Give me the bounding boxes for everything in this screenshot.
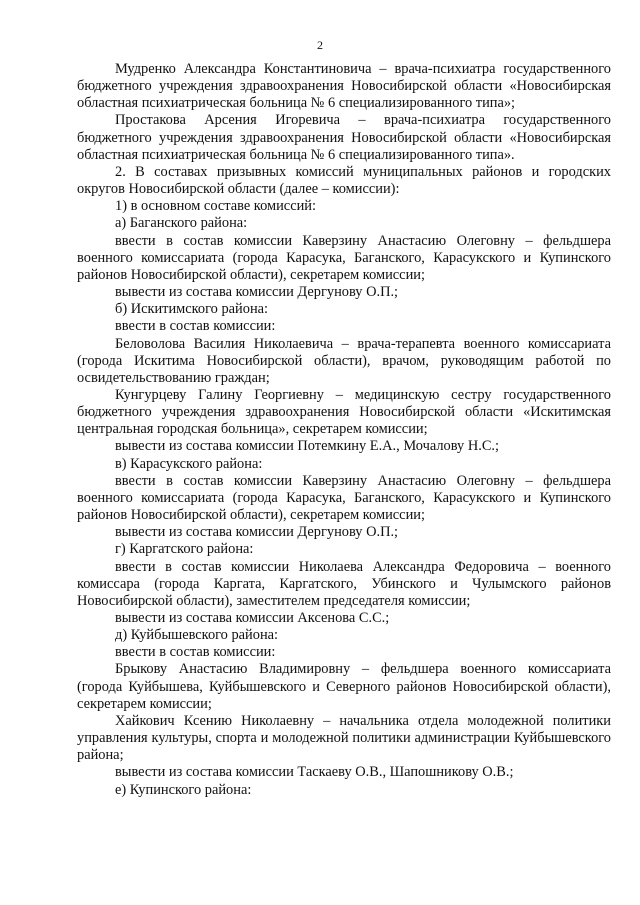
paragraph: Брыкову Анастасию Владимировну – фельдшера военного комиссариата (города Куйбышева, Куйбышевского и Северного районов Новосибирской области), секретарем комиссии; — [77, 661, 611, 712]
paragraph: г) Каргатского района: — [115, 541, 254, 558]
paragraph: вывести из состава комиссии Таскаеву О.В., Шапошникову О.В.; — [115, 764, 514, 781]
paragraph: е) Купинского района: — [115, 781, 252, 798]
paragraph: в) Карасукского района: — [115, 455, 263, 472]
paragraph: ввести в состав комиссии: — [115, 318, 276, 335]
paragraph: вывести из состава комиссии Дергунову О.П.; — [115, 524, 399, 541]
document-body — [77, 61, 611, 799]
paragraph: Беловолова Василия Николаевича – врача-терапевта военного комиссариата (города Искитима Новосибирской области), врачом, руководящим работой по освидетельствованию граждан; — [77, 335, 611, 386]
paragraph: ввести в состав комиссии Каверзину Анастасию Олеговну – фельдшера военного комиссариата (города Карасука, Баганского, Карасукского и Купинского районов Новосибирской области), секретарем комиссии; — [77, 232, 611, 283]
paragraph: б) Искитимского района: — [115, 301, 269, 318]
paragraph: д) Куйбышевского района: — [115, 627, 279, 644]
page-number: 2 — [317, 38, 323, 52]
paragraph: ввести в состав комиссии Николаева Александра Федоровича – военного комиссара (города Каргата, Каргатского, Убинского и Чулымского районов Новосибирской области), заместителем председателя комиссии; — [77, 558, 611, 609]
paragraph: Хайкович Ксению Николаевну – начальника отдела молодежной политики управления культуры, спорта и молодежной политики администрации Куйбышевского района; — [77, 712, 611, 764]
paragraph: Кунгурцеву Галину Георгиевну – медицинскую сестру государственного бюджетного учреждения здравоохранения Новосибирской области «Искитимская центральная городская больница», секретарем комиссии; — [77, 386, 611, 438]
paragraph: Мудренко Александра Константиновича – врача-психиатра государственного бюджетного учреждения здравоохранения Новосибирской области «Новосибирская областная психиатрическая больница № 6 специализированного типа»; — [77, 61, 611, 112]
paragraph: вывести из состава комиссии Потемкину Е.А., Мочалову Н.С.; — [115, 438, 500, 455]
paragraph: ввести в состав комиссии Каверзину Анастасию Олеговну – фельдшера военного комиссариата (города Карасука, Баганского, Карасукского и Купинского районов Новосибирской области), секретарем комиссии; — [77, 472, 611, 524]
paragraph: ввести в состав комиссии: — [115, 644, 276, 661]
paragraph: вывести из состава комиссии Дергунову О.П.; — [115, 284, 399, 301]
paragraph: Простакова Арсения Игоревича – врача-психиатра государственного бюджетного учреждения здравоохранения Новосибирской области «Новосибирская областная психиатрическая больница № 6 специализированного типа». — [77, 112, 611, 163]
paragraph: а) Баганского района: — [115, 215, 248, 232]
paragraph: вывести из состава комиссии Аксенова С.С.; — [115, 610, 390, 626]
paragraph: 1) в основном составе комиссий: — [115, 198, 316, 215]
paragraph: 2. В составах призывных комиссий муниципальных районов и городских округов Новосибирской области (далее – комиссии): — [77, 163, 611, 198]
